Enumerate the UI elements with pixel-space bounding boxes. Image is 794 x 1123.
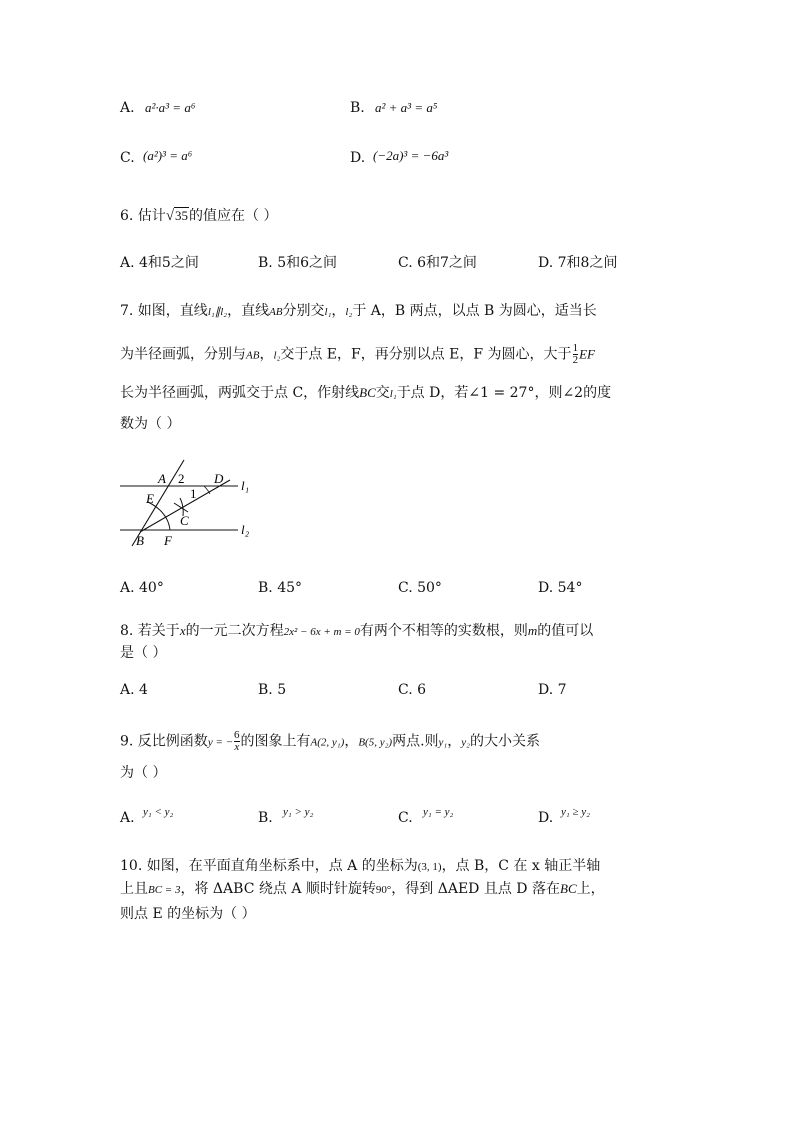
q7-fraction — [573, 343, 579, 366]
q8-equation: 2x² − 6x + m = 0 — [283, 626, 360, 638]
q10-stem-line-2 — [120, 878, 605, 898]
q8-l1-c: 的一元二次方程 — [185, 623, 284, 639]
q7-l3-e: 于点 D，若∠1 = 27°，则∠2的度 — [396, 385, 612, 401]
q10-l1-a: 10. 如图，在平面直角坐标系中，点 A 的坐标为 — [120, 858, 418, 874]
q6-stem-a: 6. 估计 — [120, 208, 166, 224]
q9-point-a: A(2, y₁) — [310, 736, 345, 749]
q6-stem — [120, 205, 278, 225]
q8-l1-e: 有两个不相等的实数根，则 — [359, 623, 528, 639]
q9-option-d-label: D. — [538, 810, 554, 826]
q7-l2-e: 交于点 E，F，再分别以点 E，F 为圆心，大于 — [280, 346, 572, 363]
q7-l1-i: 于 A，B 两点，以点 B 为圆心，适当长 — [352, 303, 597, 319]
q6-option-d: D. 7和8之间 — [538, 255, 618, 271]
q7-l1-h: l₂ — [345, 306, 353, 318]
q9-frac-den: x — [234, 741, 240, 753]
q9-l1-g: 两点.则 — [392, 733, 439, 750]
q7-l1-b: l₁∥l₂ — [207, 306, 228, 318]
label-f: F — [164, 533, 172, 548]
label-d: D — [214, 471, 224, 486]
q7-l2-b: AB — [246, 349, 260, 362]
q10-l2-a: 上且 — [120, 881, 148, 897]
q5-option-a-label: A. — [120, 100, 135, 116]
q9-l1-i: ， — [447, 733, 462, 750]
q7-option-b: B. 45° — [258, 580, 303, 596]
q5-option-a-expr: a²·a³ = a⁶ — [145, 100, 196, 115]
q10-l2-f: BC — [560, 881, 577, 896]
q9-l1-e: ， — [344, 733, 359, 750]
q5-option-d-expr: (−2a)³ = −6a³ — [373, 148, 449, 163]
q10-stem-line-3: 则点 E 的坐标为（ ） — [120, 906, 256, 922]
q8-l1-a: 8. 若关于 — [120, 623, 180, 639]
q7-option-a: A. 40° — [120, 580, 164, 596]
q7-l1-e: 分别交 — [282, 303, 325, 319]
q7-l2-a: 为半径画弧，分别与 — [120, 346, 246, 363]
q9-l1-k: 的大小关系 — [469, 733, 540, 750]
label-angle-1: 1 — [190, 486, 197, 501]
q9-fraction — [234, 730, 240, 753]
q9-stem-line-1 — [120, 730, 540, 753]
q7-l1-g: ， — [331, 303, 346, 319]
q9-l1-b: y = − — [207, 736, 234, 749]
q9-option-b-label: B. — [258, 810, 273, 826]
q8-option-b: B. 5 — [258, 682, 287, 698]
q7-frac-num: 1 — [572, 342, 579, 354]
label-c: C — [180, 513, 189, 528]
q7-stem-line-3 — [120, 382, 611, 402]
q9-l1-h: y₁ — [438, 736, 448, 749]
q6-option-a: A. 4和5之间 — [120, 255, 199, 271]
q9-option-a-expr: y₁ < y₂ — [143, 806, 174, 818]
q9-l1-a: 9. 反比例函数 — [120, 733, 208, 750]
q9-frac-num: 6 — [234, 729, 240, 741]
q7-l3-a: 长为半径画弧，两弧交于点 C，作射线 — [120, 385, 360, 401]
q8-option-d: D. 7 — [538, 682, 567, 698]
q10-l2-g: 上， — [576, 881, 605, 897]
q8-l1-f: m — [527, 623, 538, 638]
q7-l3-c: 交 — [375, 385, 390, 401]
label-l2: l₂ — [241, 522, 250, 537]
q7-l1-f: l₁ — [324, 306, 332, 318]
q9-option-a-label: A. — [120, 810, 135, 826]
q7-l1-d: AB — [269, 306, 283, 318]
q10-point-a-coord: (3, 1) — [417, 861, 442, 873]
q9-point-b: B(5, y₂) — [358, 736, 393, 749]
q10-l2-b: BC = 3 — [148, 884, 181, 896]
q8-stem-line-1 — [120, 620, 593, 640]
q8-option-a: A. 4 — [120, 682, 148, 698]
label-e: E — [146, 491, 154, 506]
q6-radicand: 35 — [175, 208, 189, 223]
q7-stem-line-2 — [120, 343, 595, 366]
q9-option-d-expr: y₁ ≥ y₂ — [561, 806, 590, 818]
q5-option-b-label: B. — [350, 100, 365, 116]
q10-l2-e: ，得到 ΔAED 且点 D 落在 — [391, 881, 560, 897]
label-a: A — [158, 471, 166, 486]
q5-option-c-expr: (a²)³ = a⁶ — [143, 148, 193, 163]
q7-frac-den: 2 — [572, 354, 579, 366]
q6-option-b: B. 5和6之间 — [258, 255, 338, 271]
q9-stem-line-2: 为（ ） — [120, 765, 167, 781]
q7-stem-line-4: 数为（ ） — [120, 416, 181, 432]
q7-option-c: C. 50° — [398, 580, 442, 596]
q5-option-b-expr: a² + a³ = a⁵ — [375, 100, 438, 115]
q9-option-c-expr: y₁ = y₂ — [423, 806, 454, 818]
q8-stem-line-2: 是（ ） — [120, 645, 167, 661]
q7-l3-d: l₁ — [389, 388, 397, 400]
q7-l2-d: l₂ — [273, 349, 281, 362]
q7-l1-a: 7. 如图，直线 — [120, 303, 208, 319]
q7-figure — [110, 450, 270, 550]
q7-l3-b: BC — [359, 385, 376, 400]
q7-stem-line-1 — [120, 300, 597, 320]
q7-l2-f: EF — [579, 346, 595, 362]
label-b: B — [136, 533, 144, 548]
label-angle-2: 2 — [178, 471, 185, 486]
q7-option-d: D. 54° — [538, 580, 583, 596]
q6-stem-b: 的值应在（ ） — [189, 208, 278, 224]
q9-l1-j: y₂ — [461, 736, 470, 749]
q8-l1-b: x — [179, 623, 186, 638]
q8-l1-g: 的值可以 — [537, 623, 594, 639]
q8-option-c: C. 6 — [398, 682, 427, 698]
q5-option-c-label: C. — [120, 150, 135, 166]
q10-l1-c: ，点 B，C 在 x 轴正半轴 — [441, 858, 601, 874]
q9-option-b-expr: y₁ > y₂ — [283, 806, 314, 818]
q5-option-d-label: D. — [350, 150, 366, 166]
q10-stem-line-1 — [120, 855, 600, 875]
label-l1: l₁ — [241, 478, 250, 493]
sqrt-symbol: √ — [165, 208, 175, 224]
q9-option-c-label: C. — [398, 810, 413, 826]
q9-l1-c: 的图象上有 — [240, 733, 311, 750]
q7-l1-c: ，直线 — [227, 303, 270, 319]
q6-option-c: C. 6和7之间 — [398, 255, 477, 271]
q10-l2-c: ，将 ΔABC 绕点 A 顺时针旋转 — [180, 881, 376, 897]
q10-l2-d: 90° — [375, 884, 392, 896]
q7-l2-c: ， — [259, 346, 274, 363]
